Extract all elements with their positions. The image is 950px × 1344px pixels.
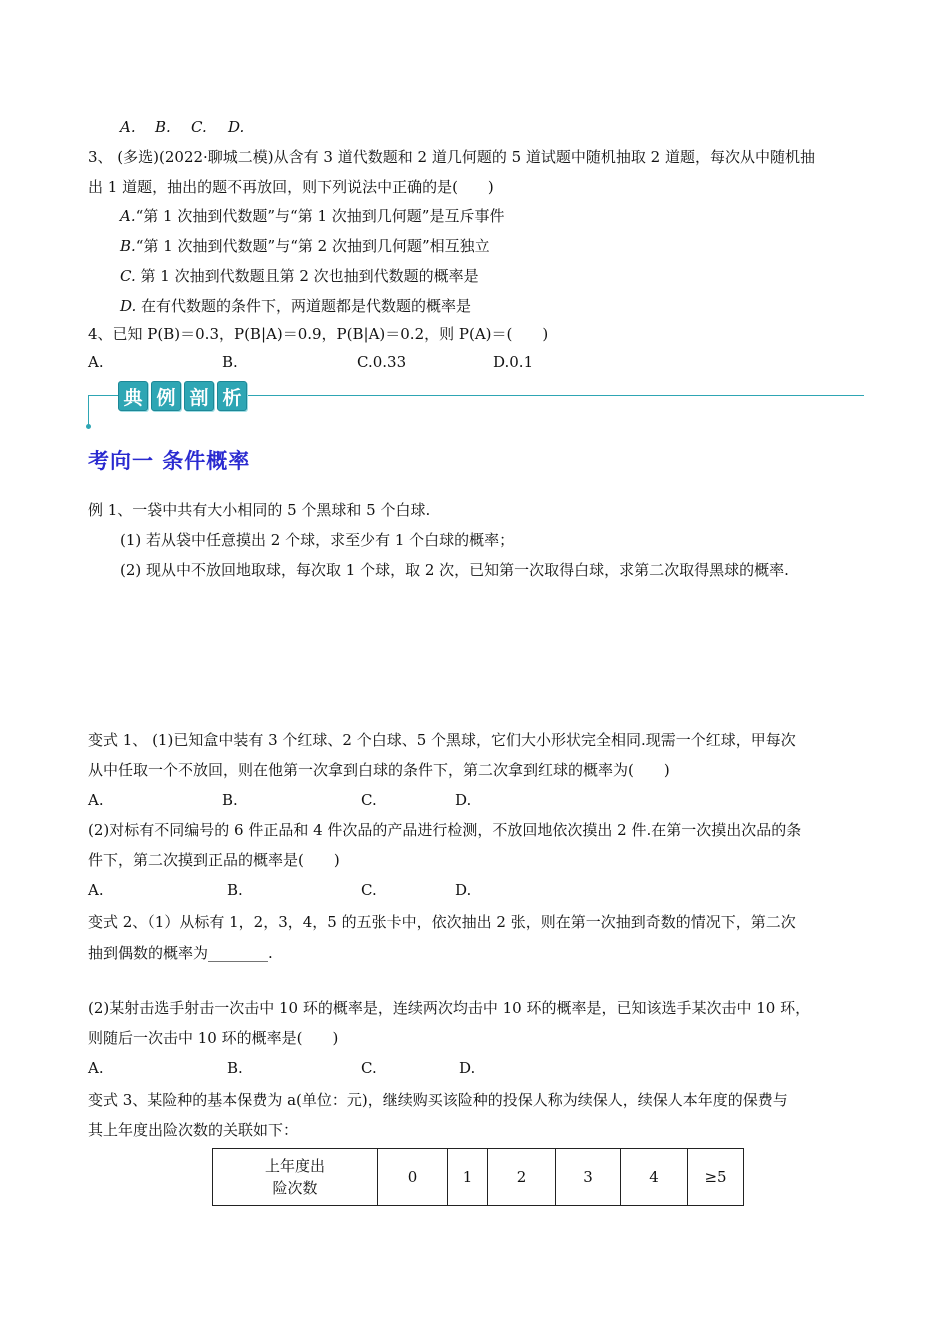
banner-char: 剖 — [184, 381, 214, 411]
q3-stem-line2: 出 1 道题，抽出的题不再放回，则下列说法中正确的是( ) — [88, 178, 494, 196]
variant1-2-option-c: C. — [361, 881, 377, 899]
option-d: D. — [228, 118, 245, 136]
option-b: B. — [155, 118, 171, 136]
table-cell: ≥5 — [688, 1149, 744, 1206]
table-cell: 3 — [556, 1149, 621, 1206]
variant1-line3: (2)对标有不同编号的 6 件正品和 4 件次品的产品进行检测，不放回地依次摸出 2 件.在第一次摸出次品的条 — [88, 821, 802, 839]
premium-table — [212, 1148, 744, 1206]
variant2-option-d: D. — [459, 1059, 476, 1077]
q4-option-d: D.0.1 — [493, 353, 534, 371]
example1-part2: (2) 现从中不放回地取球，每次取 1 个球，取 2 次，已知第一次取得白球，求第二次取得黑球的概率. — [120, 561, 789, 579]
variant2-line2: 抽到偶数的概率为________. — [88, 944, 273, 962]
table-cell: 0 — [378, 1149, 448, 1206]
example1-stem: 例 1、一袋中共有大小相同的 5 个黑球和 5 个白球. — [88, 501, 431, 519]
q4-stem: 4、已知 P(B)＝0.3，P(B|A)＝0.9，P(B|A)＝0.2，则 P(A)＝( ) — [88, 325, 549, 343]
variant1-2-option-b: B. — [227, 881, 243, 899]
option-text: “第 1 次抽到代数题”与“第 2 次抽到几何题”相互独立 — [135, 237, 490, 255]
banner-char: 典 — [118, 381, 148, 411]
q4-option-a: A. — [88, 353, 104, 371]
option-letter: D. — [120, 297, 137, 315]
variant2-option-b: B. — [227, 1059, 243, 1077]
header-line1: 上年度出 — [264, 1157, 325, 1175]
q4-option-b: B. — [222, 353, 238, 371]
variant1-line4: 件下，第二次摸到正品的概率是( ) — [88, 851, 340, 869]
banner-rule — [244, 395, 864, 396]
option-letter: C. — [120, 267, 136, 285]
q3-option-a — [120, 206, 504, 226]
option-text: 在有代数题的条件下，两道题都是代数题的概率是 — [141, 297, 472, 315]
section-title: 考向一 条件概率 — [88, 449, 251, 473]
table-cell: 4 — [621, 1149, 688, 1206]
q3-option-b — [120, 236, 490, 256]
banner-dot — [86, 424, 91, 429]
variant1-option-d: D. — [455, 791, 472, 809]
variant1-line2: 从中任取一个不放回，则在他第一次拿到白球的条件下，第二次拿到红球的概率为( ) — [88, 761, 670, 779]
table-row — [213, 1149, 744, 1206]
example1-part1: (1) 若从袋中任意摸出 2 个球，求至少有 1 个白球的概率； — [120, 531, 515, 549]
banner-char: 例 — [151, 381, 181, 411]
variant1-option-a: A. — [88, 791, 104, 809]
variant1-line1: 变式 1、 (1)已知盒中装有 3 个红球、2 个白球、5 个黑球，它们大小形状完全相同.现需一个红球，甲每次 — [88, 731, 796, 749]
q3-stem-line1: 3、 (多选)(2022·聊城二模)从含有 3 道代数题和 2 道几何题的 5 道试题中随机抽取 2 道题，每次从中随机抽 — [88, 148, 815, 166]
option-c: C. — [191, 118, 207, 136]
banner-line — [88, 395, 118, 396]
header-line2: 险次数 — [272, 1179, 318, 1197]
variant2-line4: 则随后一次击中 10 环的概率是( ) — [88, 1029, 339, 1047]
variant1-option-b: B. — [222, 791, 238, 809]
variant3-line2: 其上年度出险次数的关联如下： — [88, 1121, 299, 1139]
option-letter: A. — [120, 207, 136, 225]
table-cell: 2 — [488, 1149, 556, 1206]
option-text: “第 1 次抽到代数题”与“第 1 次抽到几何题”是互斥事件 — [135, 207, 505, 225]
section-banner — [86, 378, 866, 428]
variant1-option-c: C. — [361, 791, 377, 809]
q3-option-c — [120, 266, 479, 286]
variant3-line1: 变式 3、某险种的基本保费为 a(单位：元)，继续购买该险种的投保人称为续保人，续保人本年度的保费与 — [88, 1091, 788, 1109]
option-a: A. — [120, 118, 136, 136]
variant2-option-a: A. — [88, 1059, 104, 1077]
table-header-cell — [213, 1149, 378, 1206]
option-text: 第 1 次抽到代数题且第 2 次也抽到代数题的概率是 — [140, 267, 479, 285]
variant1-2-option-d: D. — [455, 881, 472, 899]
variant2-line1: 变式 2、（1）从标有 1，2，3，4，5 的五张卡中，依次抽出 2 张，则在第一次抽到奇数的情况下，第二次 — [88, 913, 796, 931]
variant1-2-option-a: A. — [88, 881, 104, 899]
option-letter: B. — [120, 237, 136, 255]
variant2-line3: (2)某射击选手射击一次击中 10 环的概率是，连续两次均击中 10 环的概率是，已知该选手某次击中 10 环， — [88, 999, 811, 1017]
q4-option-c: C.0.33 — [357, 353, 407, 371]
banner-char: 析 — [217, 381, 247, 411]
q3-option-d — [120, 296, 471, 316]
banner-title — [118, 381, 247, 411]
banner-vertical-line — [88, 395, 89, 427]
variant2-option-c: C. — [361, 1059, 377, 1077]
table-cell: 1 — [448, 1149, 488, 1206]
